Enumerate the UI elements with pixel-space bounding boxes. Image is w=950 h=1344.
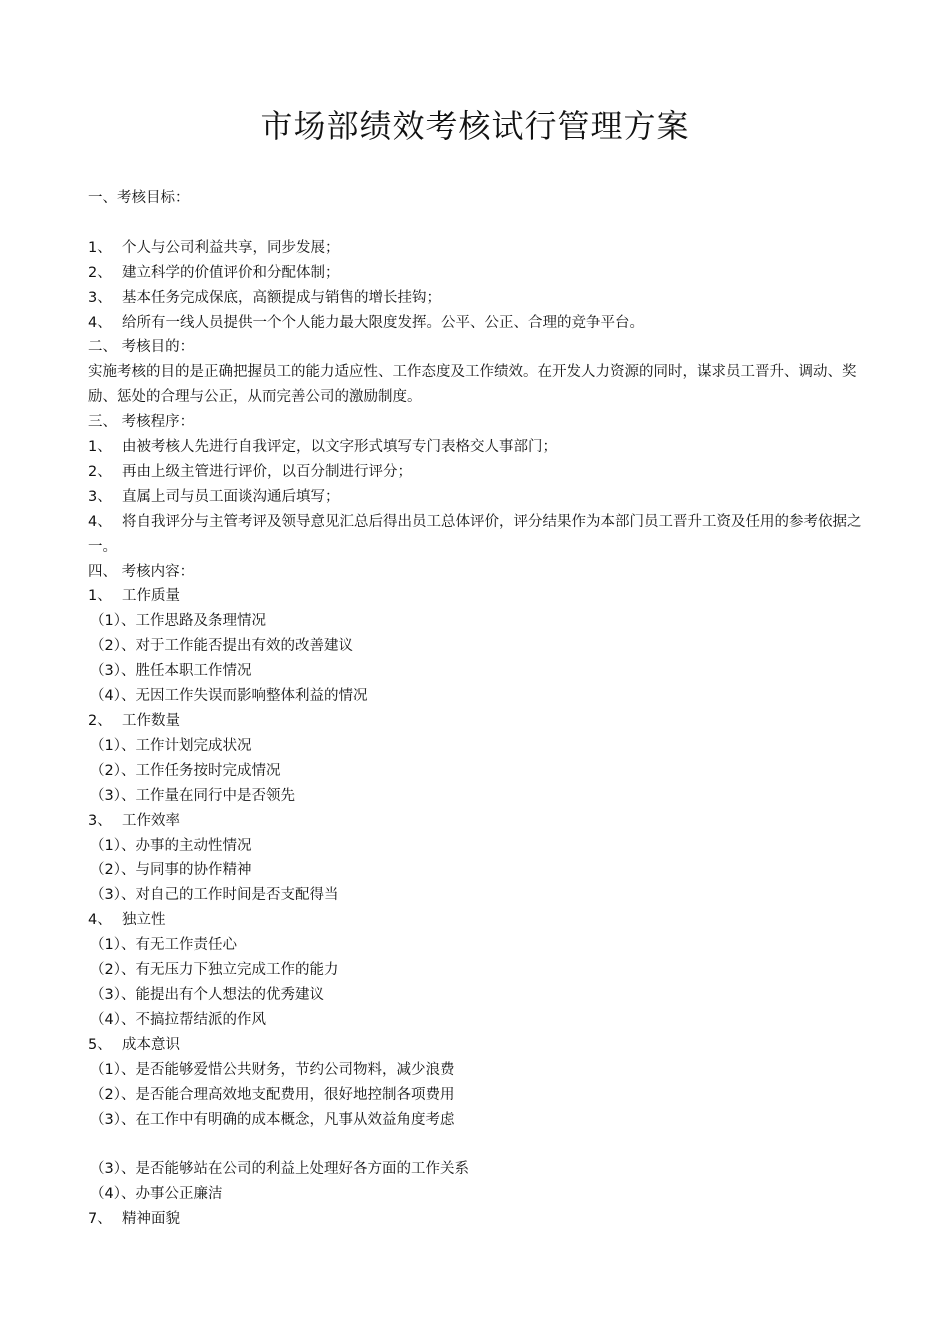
document-title: 市场部绩效考核试行管理方案 xyxy=(260,107,690,145)
content-group-title: 5、 成本意识 xyxy=(88,1036,180,1053)
content-sub-item: （4）、无因工作失误而影响整体利益的情况 xyxy=(90,688,368,705)
procedure-item: 2、 再由上级主管进行评价，以百分制进行评分； xyxy=(88,463,412,480)
content-sub-item: （2）、有无压力下独立完成工作的能力 xyxy=(90,962,339,979)
content-sub-item: （3）、胜任本职工作情况 xyxy=(90,663,252,680)
section-heading-procedure: 三、 考核程序： xyxy=(88,414,195,431)
content-sub-item: （1）、是否能够爱惜公共财务，节约公司物料，减少浪费 xyxy=(90,1061,455,1078)
content-sub-item: （2）、对于工作能否提出有效的改善建议 xyxy=(90,638,353,655)
blank-line xyxy=(88,1132,864,1157)
goal-item: 4、 给所有一线人员提供一个个人能力最大限度发挥。公平、公正、合理的竞争平台。 xyxy=(88,314,644,331)
purpose-paragraph: 实施考核的目的是正确把握员工的能力适应性、工作态度及工作绩效。在开发人力资源的同时，谋求员工晋升、调动、奖励、惩处的合理与公正，从而完善公司的激励制度。 xyxy=(88,364,857,406)
section-heading-content: 四、 考核内容： xyxy=(88,563,195,580)
document-body xyxy=(88,186,864,1232)
procedure-item: 1、 由被考核人先进行自我评定，以文字形式填写专门表格交人事部门； xyxy=(88,439,557,456)
content-sub-item: （1）、工作思路及条理情况 xyxy=(90,613,266,630)
content-sub-item: （2）、工作任务按时完成情况 xyxy=(90,762,281,779)
blank-line xyxy=(88,211,864,236)
content-sub-item: （3）、是否能够站在公司的利益上处理好各方面的工作关系 xyxy=(90,1161,469,1178)
section-heading-purpose: 二、 考核目的： xyxy=(88,339,195,356)
goal-item: 2、 建立科学的价值评价和分配体制； xyxy=(88,264,340,281)
procedure-item: 3、 直属上司与员工面谈沟通后填写； xyxy=(88,488,340,505)
section-heading-goals: 一、考核目标： xyxy=(88,190,190,206)
content-group-title: 2、 工作数量 xyxy=(88,713,180,730)
content-sub-item: （3）、对自己的工作时间是否支配得当 xyxy=(90,887,339,904)
goal-item: 3、 基本任务完成保底，高额提成与销售的增长挂钩； xyxy=(88,289,441,306)
goal-item: 1、 个人与公司利益共享，同步发展； xyxy=(88,239,340,256)
content-sub-item: （4）、办事公正廉洁 xyxy=(90,1186,223,1203)
content-sub-item: （3）、工作量在同行中是否领先 xyxy=(90,787,295,804)
content-sub-item: （1）、有无工作责任心 xyxy=(90,937,237,954)
content-sub-item: （2）、与同事的协作精神 xyxy=(90,862,252,879)
content-sub-item: （2）、是否能合理高效地支配费用，很好地控制各项费用 xyxy=(90,1086,455,1103)
content-sub-item: （4）、不搞拉帮结派的作风 xyxy=(90,1011,266,1028)
content-group-title: 3、 工作效率 xyxy=(88,812,180,829)
content-group-title: 7、 精神面貌 xyxy=(88,1211,180,1228)
content-group-title: 4、 独立性 xyxy=(88,912,166,929)
content-sub-item: （3）、在工作中有明确的成本概念，凡事从效益角度考虑 xyxy=(90,1111,455,1128)
content-group-title: 1、 工作质量 xyxy=(88,588,180,605)
procedure-item: 4、 将自我评分与主管考评及领导意见汇总后得出员工总体评价，评分结果作为本部门员工晋升工资及任用的参考依据之一。 xyxy=(88,513,862,555)
content-sub-item: （1）、工作计划完成状况 xyxy=(90,737,252,754)
content-sub-item: （3）、能提出有个人想法的优秀建议 xyxy=(90,986,324,1003)
content-sub-item: （1）、办事的主动性情况 xyxy=(90,837,252,854)
